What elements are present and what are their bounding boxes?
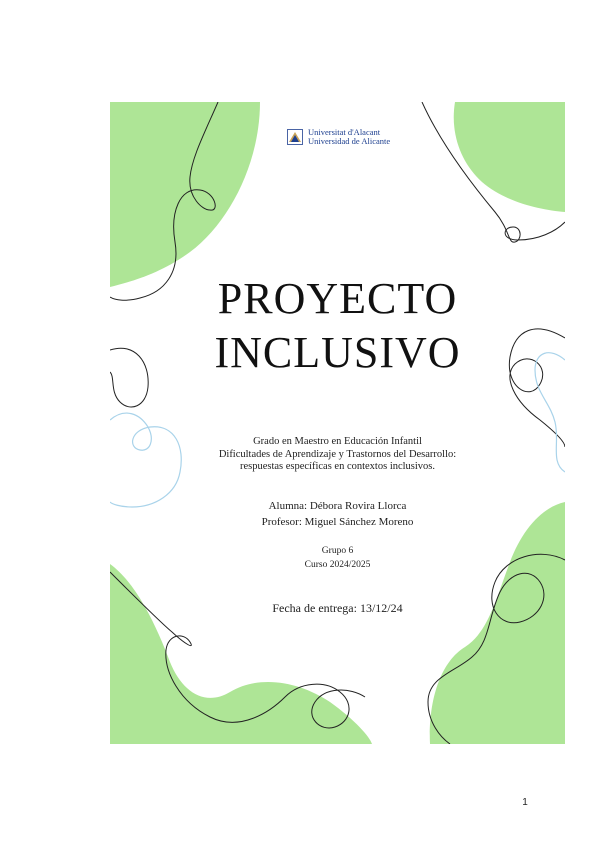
subject-name: Dificultades de Aprendizaje y Trastornos del Desarrollo: [218, 448, 457, 460]
decorative-background [110, 102, 565, 744]
subject-subtitle: respuestas específicas en contextos inclusivos. [239, 461, 436, 472]
course-year: Curso 2024/2025 [304, 559, 371, 570]
professor-name: Profesor: Miguel Sánchez Moreno [261, 515, 414, 528]
university-name-spanish: Universidad de Alicante [308, 136, 391, 146]
project-title-line2: INCLUSIVO [214, 328, 461, 377]
student-name: Alumna: Débora Rovira Llorca [268, 500, 407, 512]
group-label: Grupo 6 [321, 546, 354, 556]
course-info [110, 545, 565, 572]
project-title-line1: PROYECTO [217, 274, 458, 323]
green-blob-bottom-right [430, 502, 565, 744]
cover-page [110, 102, 565, 744]
people-info [110, 499, 565, 530]
degree-info [110, 436, 565, 474]
university-name-valencian: Universitat d'Alacant [308, 127, 381, 137]
green-blob-top-right [454, 102, 565, 212]
green-blob-bottom-left [110, 564, 372, 744]
university-emblem-icon [287, 129, 303, 145]
page-number: 1 [522, 797, 528, 808]
degree-name: Grado en Maestro en Educación Infantil [253, 436, 422, 447]
delivery-date: Fecha de entrega: 13/12/24 [272, 601, 403, 615]
university-logo [287, 128, 390, 146]
